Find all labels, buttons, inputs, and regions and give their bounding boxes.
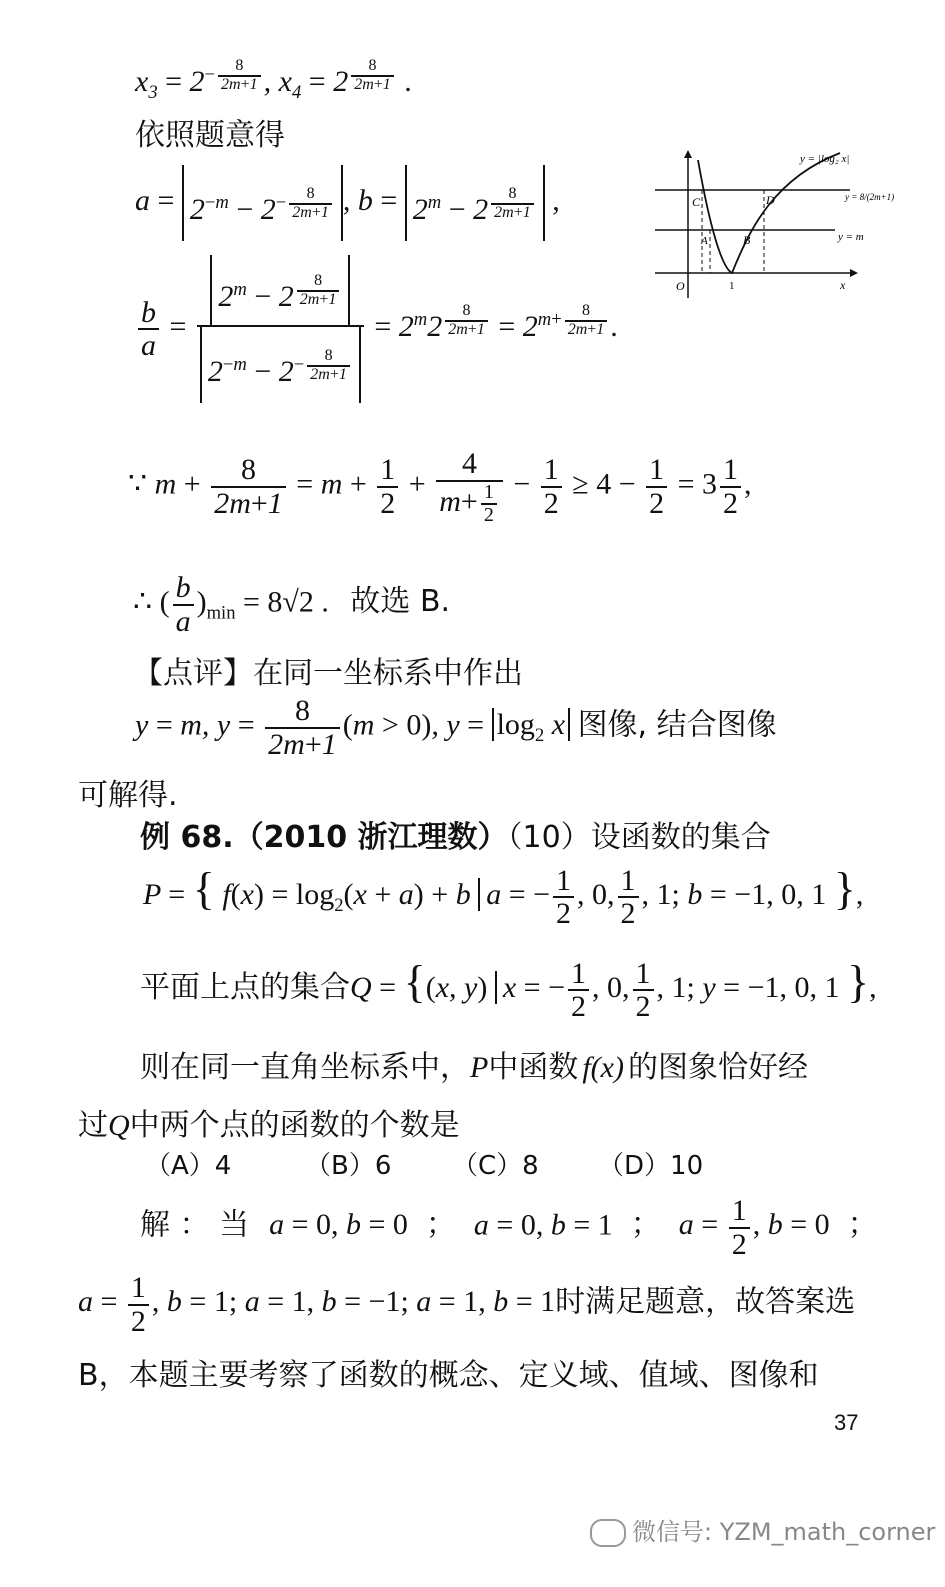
- eq-b-over-a: $\frac{b}{a}$ = 2$^m$ − 2 $^{\frac{8}{2m+1}}$ $2^{-m} - 2^{- \frac{8}{2m+1}}$ = $2^m2$ $^{\frac{8}{2m+1}}$ = $2^{m+ \frac{8}{2m+1}}$ .: [135, 255, 618, 403]
- option-c: （C）8: [452, 1151, 539, 1181]
- graph-label-top: y = 8/(2m+1): [845, 192, 895, 202]
- graph-label-m: y = m: [838, 231, 864, 243]
- graph-label-d: D: [766, 193, 775, 207]
- eq-functions: y = m, y = $\frac{8}{2m+1}$ (m > 0), $y = \log_2 x$ 图像, 结合图像: [135, 694, 777, 761]
- text-comment: 【点评】在同一坐标系中作出: [133, 656, 523, 691]
- var-q: Q: [108, 1109, 130, 1142]
- example-title: 例 68.（2010 浙江理数）: [140, 820, 508, 855]
- eq-set-p: P = { $f(x) = \log_2(x + a) + b$ a = − $\frac{1}{2}$ , 0, $\frac{1}{2}$ , 1; b = −1, 0, 1 },: [143, 863, 864, 931]
- graph-label-one: 1: [729, 280, 735, 292]
- option-d: （D）10: [598, 1151, 704, 1181]
- eq-set-q-line: 平面上点的集合Q = {(x, y) x = − $\frac{1}{2}$ , 0, $\frac{1}{2}$ , 1; y = −1, 0, 1 },: [140, 956, 877, 1024]
- example-header: [140, 812, 771, 856]
- text-solvable: 可解得.: [78, 778, 178, 813]
- text-solution-when: 解 ： 当: [140, 1207, 250, 1243]
- curve-log: [698, 153, 840, 273]
- text-through: 过: [78, 1108, 108, 1143]
- eq-x3-x4: $x_3 = 2^{- \frac{8}{2m+1}}$ , $x_4 = 2$ $^{\frac{8}{2m+1}}$ .: [135, 57, 412, 104]
- text-conclusion: B，本题主要考察了函数的概念、定义域、值域、图像和: [78, 1358, 819, 1393]
- wechat-icon: [590, 1519, 626, 1547]
- text-function: 中函数: [488, 1050, 579, 1085]
- question-line-2: [78, 1100, 460, 1144]
- text-according: 依照题意得: [135, 118, 285, 153]
- graph-label-curve: y = |log₂ x|: [800, 153, 850, 165]
- option-b: （B）6: [305, 1151, 392, 1181]
- solution-line-2: a = $\frac{1}{2}$ , b = 1; a = 1, b = −1; a = 1, b = 1时满足题意，故答案选: [78, 1271, 856, 1338]
- watermark-text: 微信号: YZM_math_corner: [632, 1518, 936, 1546]
- text-graph-passes: 的图象恰好经: [627, 1050, 808, 1085]
- text-satisfies: 时满足题意，故答案选: [555, 1284, 856, 1320]
- text-combine: 图像, 结合图像: [577, 707, 777, 743]
- text-choose-b: 故选 B.: [350, 584, 451, 620]
- y-axis-arrow: [684, 150, 692, 158]
- question-line-1: [140, 1042, 808, 1086]
- example-question: （10）设函数的集合: [507, 820, 771, 855]
- eq-min-result: ∴ ( $\frac{b}{a}$ )$_{min} = 8√2$ . 故选 B.: [133, 571, 451, 638]
- solution-line-1: 解 ： 当 a = 0, b = 0 ； a = 0, b = 1 ； a = $\frac{1}{2}$ , b = 0 ；: [140, 1194, 878, 1261]
- page-number: 37: [834, 1410, 859, 1435]
- watermark: [590, 1512, 935, 1547]
- var-p: P: [470, 1051, 489, 1084]
- graph-label-b: B: [743, 233, 751, 247]
- graph-label-c: C: [692, 195, 701, 209]
- option-a: （A）4: [145, 1151, 232, 1181]
- graph-label-o: O: [676, 279, 685, 293]
- text-in-same: 则在同一直角坐标系中，: [140, 1050, 470, 1085]
- graph-label-x: x: [840, 278, 846, 292]
- eq-inequality: ∵ m + $\frac{8}{2m+1}$ = m + $\frac{1}{2}$ + 4 m+ $\frac{1}{2}$ − $\frac{1}{2}$ ≥ 4 − $\frac{1}{2}$ = 3 $\frac{1}{2}$ ,: [128, 447, 752, 526]
- text-plane-set: 平面上点的集合: [140, 970, 350, 1005]
- x-axis-arrow: [850, 269, 858, 277]
- log-graph: [650, 148, 910, 303]
- graph-label-a: A: [701, 235, 708, 247]
- var-fx: f(x): [582, 1051, 624, 1084]
- text-count: 中两个点的函数的个数是: [129, 1108, 460, 1143]
- eq-a-b: $a = 2^{-m} - 2^{- \frac{8}{2m+1}}$ , b = 2$^m$ − 2 $^{\frac{8}{2m+1}}$ ,: [135, 165, 560, 241]
